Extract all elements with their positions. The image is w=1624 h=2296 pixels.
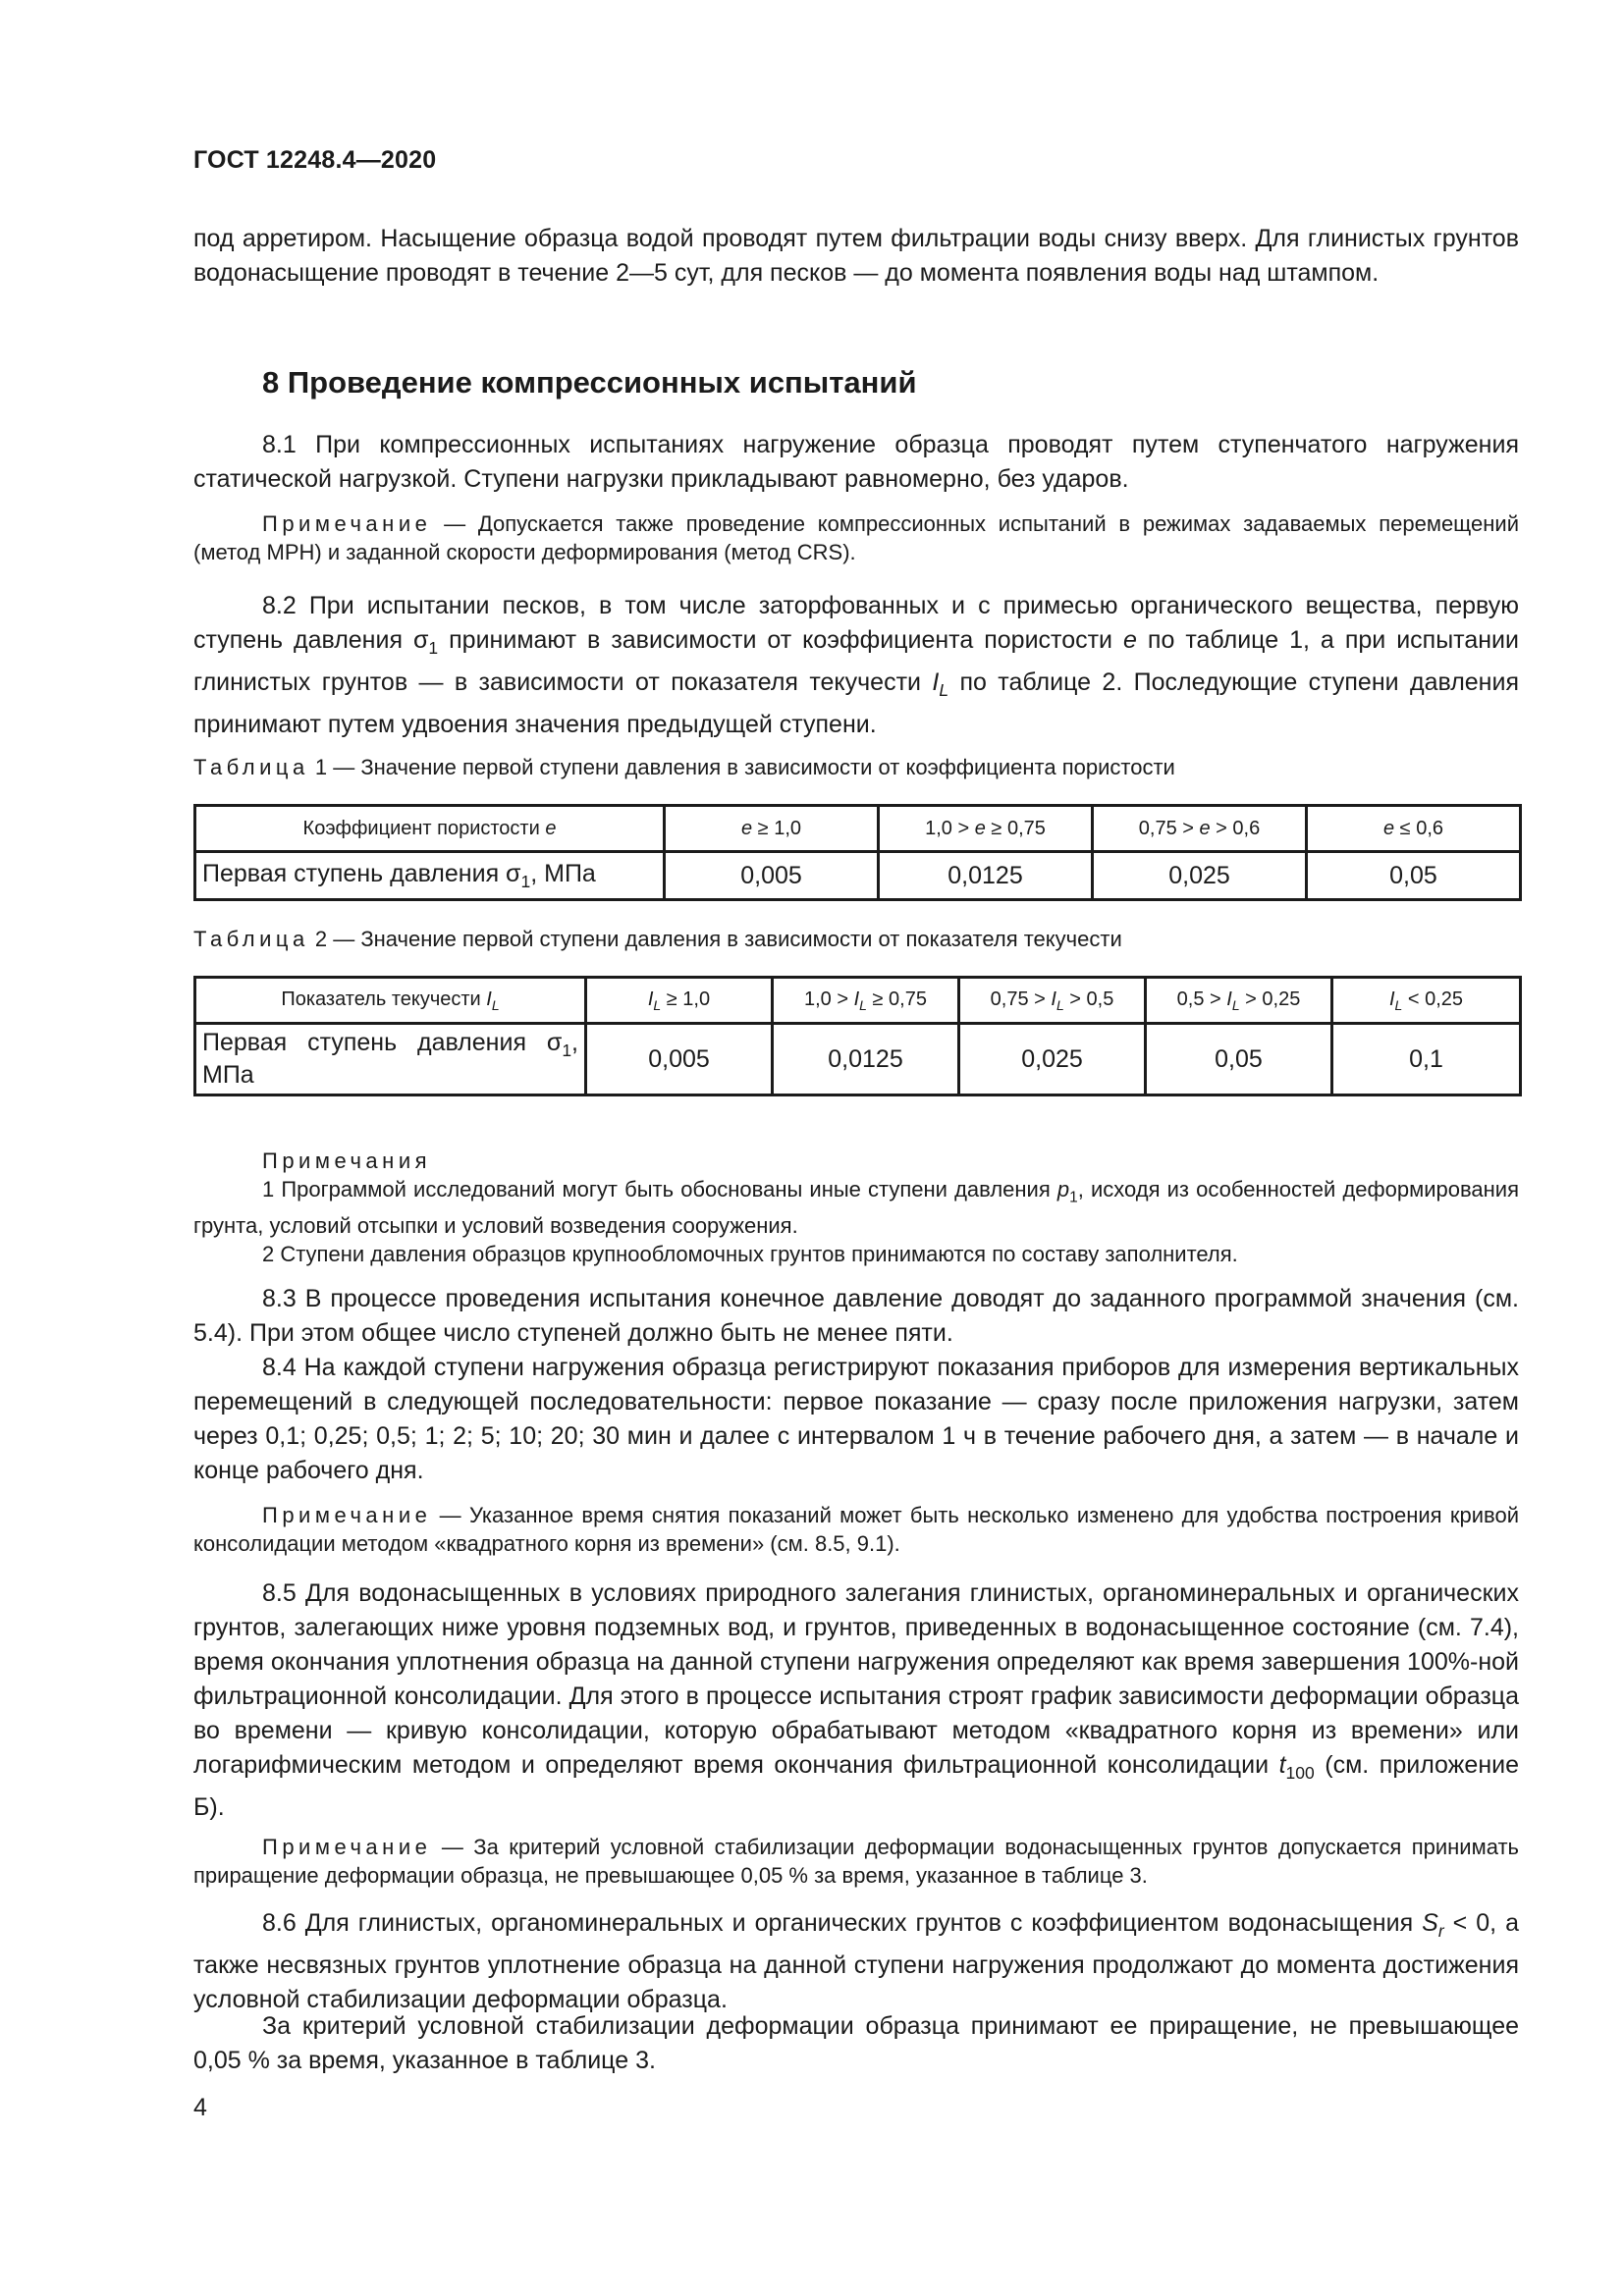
- table-1-caption-text: 1 — Значение первой ступени давления в зависимости от коэффициента пористости: [308, 755, 1175, 779]
- il-subscript: L: [939, 680, 949, 700]
- note-text: — Допускается также проведение компрессионных испытаний в режимах задаваемых перемещений (метод МРН) и заданной скорости деформирования (метод CRS).: [193, 511, 1519, 564]
- table-2-caption: [193, 927, 1122, 952]
- table-1-label: Таблица: [193, 755, 309, 779]
- table-2-value-cell: 0,1: [1332, 1024, 1521, 1095]
- table-1-header-cell: e ≥ 1,0: [665, 806, 879, 852]
- table-2-data-row: [195, 1024, 1521, 1095]
- note-item-2: 2 Ступени давления образцов крупнообломочных грунтов принимаются по составу заполнителя.: [262, 1242, 1238, 1267]
- table-1-header-cell: 1,0 > e ≥ 0,75: [879, 806, 1093, 852]
- paragraph-8-6: 8.6 Для глинистых, органоминеральных и органических грунтов с коэффициентом водонасыщения $S_r < 0$, а также несвязных грунтов уплотнение образца на данной ступени нагружения продолжают до момента достижения условной стабилизации деформации образца.: [193, 1909, 1519, 2013]
- table-2-header-cell: $I_L \ge 1,0$: [586, 978, 773, 1024]
- table-1: [193, 804, 1522, 901]
- table-2-label: Таблица: [193, 927, 309, 951]
- table-2-value-cell: 0,05: [1146, 1024, 1332, 1095]
- note-label: Примечание: [262, 1503, 432, 1527]
- document-header: ГОСТ 12248.4—2020: [193, 146, 437, 174]
- p8-2-text-b: принимают в зависимости от коэффициента пористости: [438, 626, 1124, 654]
- paragraph-8-1: 8.1 При компрессионных испытаниях нагружение образца проводят путем ступенчатого нагружения статической нагрузкой. Ступени нагрузки прикладывают равномерно, без ударов.: [193, 431, 1519, 493]
- p8-2-text-d: по таблице 2. Последующие ступени давления принимают путем удвоения значения предыдущей ступени.: [193, 668, 1519, 738]
- note-label: Примечание: [262, 1835, 432, 1859]
- notes-block: [193, 1147, 1519, 1268]
- table-1-header-cell: Коэффициент пористости e: [195, 806, 665, 852]
- notes-label: Примечания: [262, 1148, 432, 1173]
- e-symbol: e: [1123, 626, 1137, 654]
- sigma-subscript: 1: [428, 638, 439, 658]
- note-text: — Указанное время снятия показаний может быть несколько изменено для удобства построения кривой консолидации методом «квадратного корня из времени» (см. 8.5, 9.1).: [193, 1503, 1519, 1556]
- table-1-header-row: [195, 806, 1521, 852]
- table-1-header-cell: e ≤ 0,6: [1307, 806, 1521, 852]
- paragraph-8-2: [193, 589, 1519, 742]
- table-1-value-cell: 0,005: [665, 852, 879, 900]
- paragraph-8-5: 8.5 Для водонасыщенных в условиях природного залегания глинистых, органоминеральных и органических грунтов, залегающих ниже уровня подземных вод, и грунтов, приведенных в водонасыщенное состояние (см. 7.4), время окончания уплотнения образца на данной ступени нагружения определяют как время завершения 100%-ной фильтрационной консолидации. Для этого в процессе испытания строят график зависимости деформации образца во времени — кривую консолидации, которую обрабатывают методом «квадратного корня из времени» или логарифмическим методом и определяют время окончания фильтрационной консолидации $t_{100}$ (см. приложение Б).: [193, 1579, 1519, 1821]
- table-1-value-cell: 0,05: [1307, 852, 1521, 900]
- note-4: [193, 1833, 1519, 1890]
- p8-2-text-c: по таблице 1, а при испытании глинистых грунтов — в зависимости от показателя текучести: [193, 626, 1519, 696]
- table-1-header-cell: 0,75 > e > 0,6: [1093, 806, 1307, 852]
- il-symbol: I: [932, 668, 940, 696]
- table-2-value-cell: 0,0125: [773, 1024, 959, 1095]
- paragraph-8-4: 8.4 На каждой ступени нагружения образца регистрируют показания приборов для измерения вертикальных перемещений в следующей последовательности: первое показание — сразу после приложения нагрузки, затем через 0,1; 0,25; 0,5; 1; 2; 5; 10; 20; 30 мин и далее с интервалом 1 ч в течение рабочего дня, а затем — в начале и конце рабочего дня.: [193, 1354, 1519, 1484]
- note-item-1: 1 Программой исследований могут быть обоснованы иные ступени давления $p_1$, исходя из особенностей деформирования грунта, условий отсыпки и условий возведения сооружения.: [193, 1177, 1520, 1239]
- sigma-symbol: σ: [412, 626, 429, 654]
- note-3: [193, 1501, 1519, 1558]
- table-1-row-label: Первая ступень давления $\sigma_1$, МПа: [195, 852, 665, 900]
- section-title: 8 Проведение компрессионных испытаний: [262, 365, 917, 400]
- paragraph-8-3: 8.3 В процессе проведения испытания конечное давление доводят до заданного программой значения (см. 5.4). При этом общее число ступеней должно быть не менее пяти.: [193, 1285, 1519, 1347]
- p8-2-text-a: 8.2 При испытании песков, в том числе заторфованных и с примесью органического вещества, первую ступень давления: [193, 592, 1519, 654]
- page-number: 4: [193, 2094, 207, 2121]
- table-2: [193, 976, 1522, 1096]
- note-label: Примечание: [262, 511, 432, 536]
- table-1-value-cell: 0,025: [1093, 852, 1307, 900]
- note-text: — За критерий условной стабилизации деформации водонасыщенных грунтов допускается принимать приращение деформации образца, не превышающее 0,05 % за время, указанное в таблице 3.: [193, 1835, 1519, 1888]
- table-2-header-cell: Показатель текучести $I_L$: [195, 978, 586, 1024]
- table-2-header-cell: $1,0 > I_L \ge 0,75$: [773, 978, 959, 1024]
- table-2-row-label: Первая ступень давления $\sigma_1$, МПа: [195, 1024, 586, 1095]
- table-1-value-cell: 0,0125: [879, 852, 1093, 900]
- table-1-caption: [193, 755, 1175, 780]
- table-2-value-cell: 0,025: [959, 1024, 1146, 1095]
- note-1: [193, 509, 1519, 566]
- table-2-value-cell: 0,005: [586, 1024, 773, 1095]
- paragraph-8-6-continuation: За критерий условной стабилизации деформации образца принимают ее приращение, не превышающее 0,05 % за время, указанное в таблице 3.: [193, 2012, 1519, 2074]
- table-2-header-cell: $0,75 > I_L > 0,5$: [959, 978, 1146, 1024]
- table-2-header-cell: $I_L < 0,25$: [1332, 978, 1521, 1024]
- table-2-header-row: [195, 978, 1521, 1024]
- table-1-data-row: [195, 852, 1521, 900]
- intro-paragraph: под арретиром. Насыщение образца водой проводят путем фильтрации воды снизу вверх. Для глинистых грунтов водонасыщение проводят в течение 2—5 сут, для песков — до момента появления воды над штампом.: [193, 225, 1519, 287]
- table-2-caption-text: 2 — Значение первой ступени давления в зависимости от показателя текучести: [308, 927, 1122, 951]
- table-2-header-cell: $0,5 > I_L > 0,25$: [1146, 978, 1332, 1024]
